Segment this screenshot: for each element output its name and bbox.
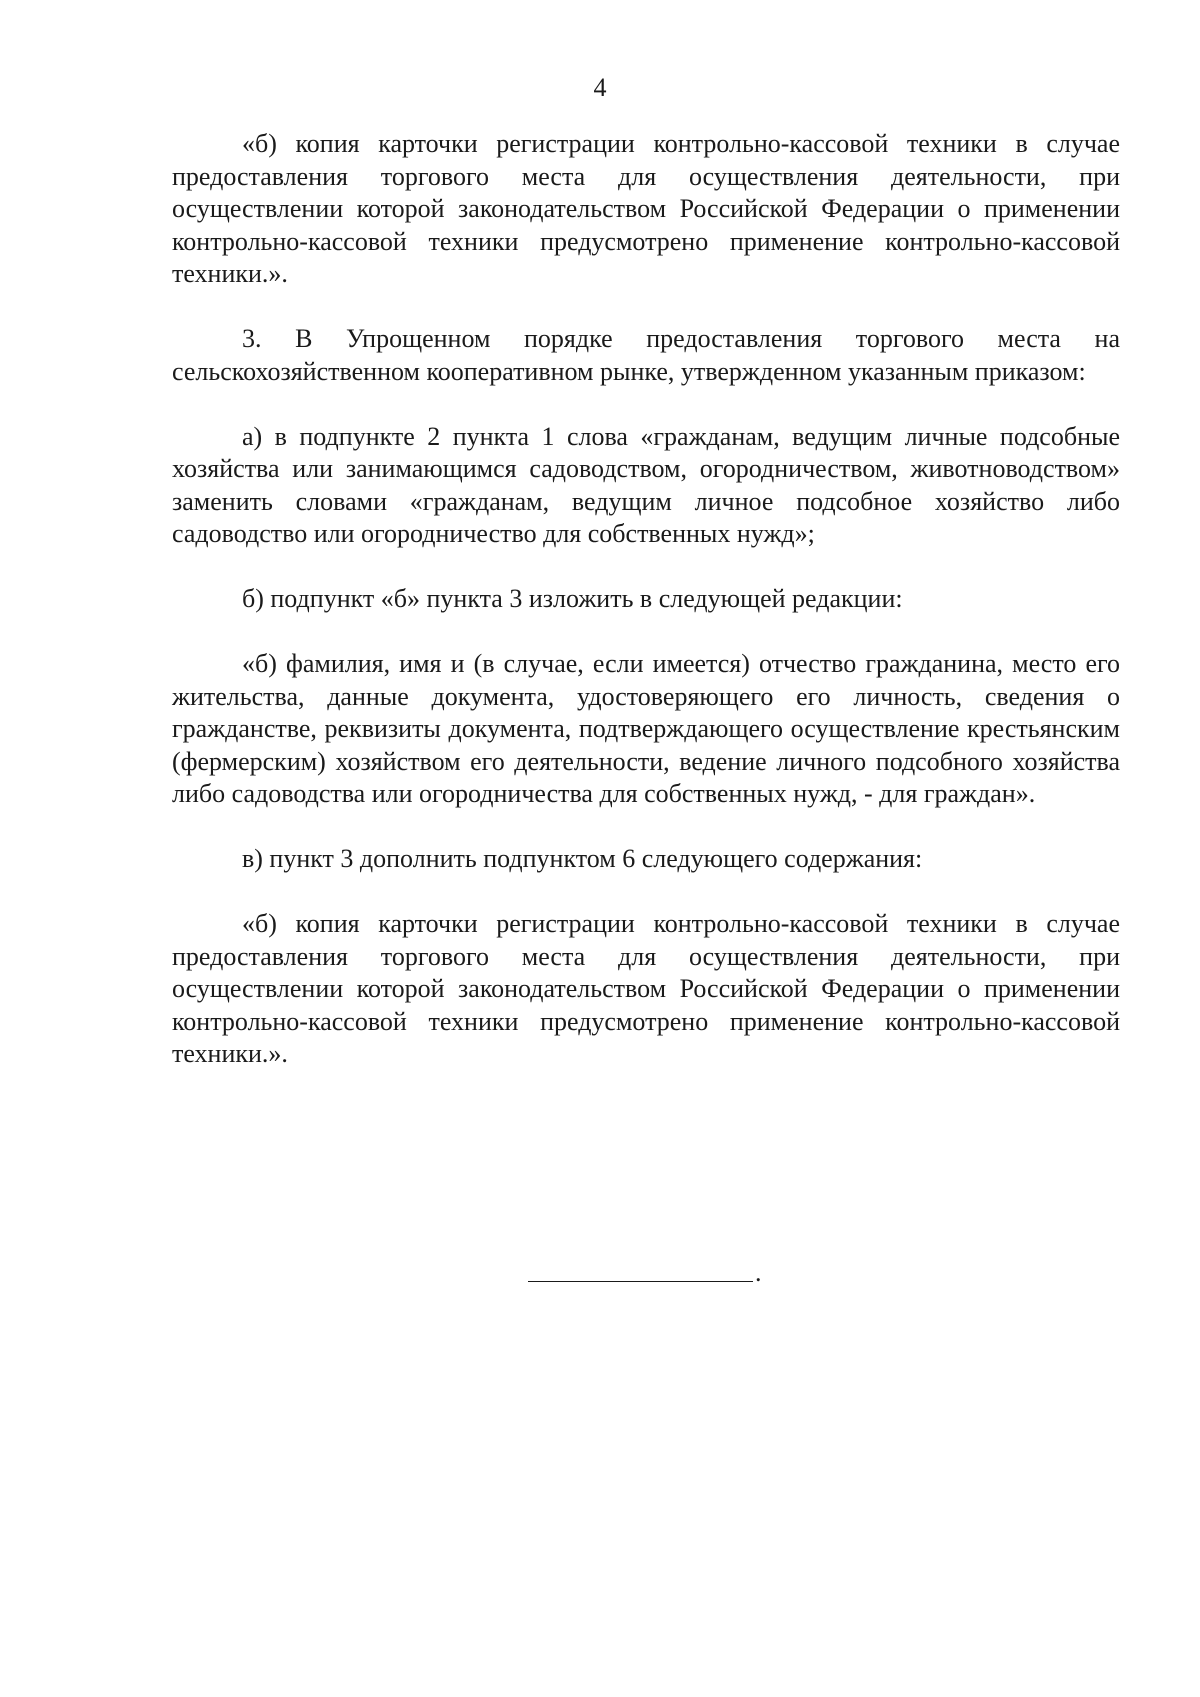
paragraph-subitem-v: в) пункт 3 дополнить подпунктом 6 следующего содержания:	[242, 844, 923, 873]
page-number: 4	[593, 73, 607, 102]
paragraph-subitem-b: б) подпункт «б» пункта 3 изложить в следующей редакции:	[242, 584, 903, 613]
document-body	[172, 128, 1120, 1103]
end-rule	[528, 1281, 753, 1282]
paragraph-kkt-copy-2: «б) копия карточки регистрации контрольно-кассовой техники в случае предоставления торгового места для осуществления деятельности, при осуществлении которой законодательством Российской Федерации о применении контрольно-кассовой техники предусмотрено применение контрольно-кассовой техники.».	[172, 909, 1120, 1068]
end-mark: .	[755, 1258, 762, 1287]
paragraph-kkt-copy-1: «б) копия карточки регистрации контрольно-кассовой техники в случае предоставления торгового места для осуществления деятельности, при осуществлении которой законодательством Российской Федерации о применении контрольно-кассовой техники предусмотрено применение контрольно-кассовой техники.».	[172, 129, 1120, 288]
paragraph-item-3: 3. В Упрощенном порядке предоставления торгового места на сельскохозяйственном кооперативном рынке, утвержденном указанным приказом:	[172, 324, 1120, 386]
paragraph-subitem-b-text: «б) фамилия, имя и (в случае, если имеется) отчество гражданина, место его жительства, данные документа, удостоверяющего его личность, сведения о гражданстве, реквизиты документа, подтверждающего осуществление крестьянским (фермерским) хозяйством его деятельности, ведение личного подсобного хозяйства либо садоводства или огородничества для собственных нужд, - для граждан».	[172, 649, 1120, 808]
paragraph-subitem-a: а) в подпункте 2 пункта 1 слова «гражданам, ведущим личные подсобные хозяйства или занимающимся садоводством, огородничеством, животноводством» заменить словами «гражданам, ведущим личное подсобное хозяйство либо садоводство или огородничество для собственных нужд»;	[172, 421, 1120, 548]
end-of-document-line	[528, 1258, 762, 1287]
